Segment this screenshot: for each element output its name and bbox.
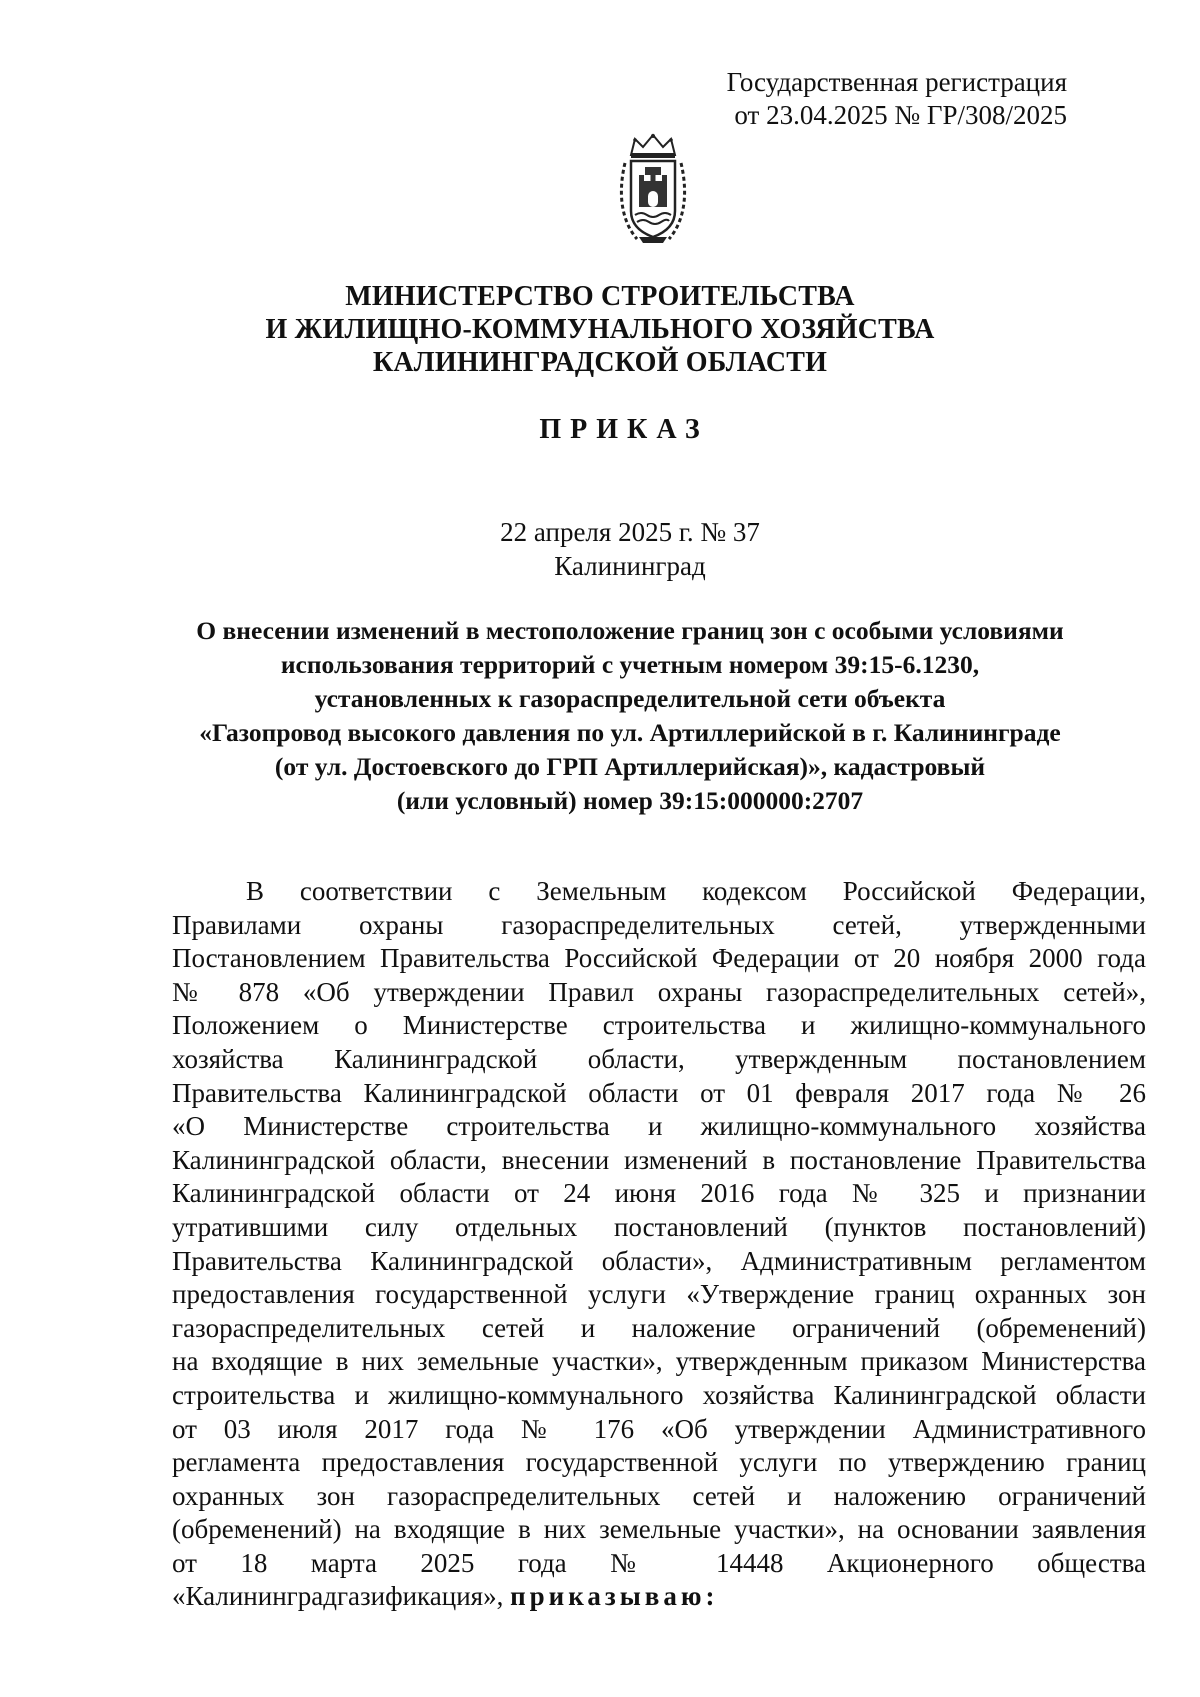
registration-line-1: Государственная регистрация (726, 67, 1067, 97)
body-line: Правительства Калининградской области», Административным регламентом (172, 1245, 1146, 1276)
coat-of-arms-icon (617, 133, 689, 245)
order-title-line: использования территорий с учетным номером 39:15-6.1230, (280, 650, 980, 679)
order-title-line: установленных к газораспределительной сети объекта (314, 684, 946, 713)
body-line: регламента предоставления государственной услуги по утверждению границ (172, 1447, 1146, 1478)
body-line: хозяйства Калининградской области, утвержденным постановлением (172, 1043, 1146, 1074)
body-line: охранных зон газораспределительных сетей и наложению ограничений (172, 1480, 1146, 1511)
body-line: строительства и жилищно-коммунального хозяйства Калининградской области (172, 1379, 1146, 1410)
body-line: Калининградской области от 24 июня 2016 года № 325 и признании (172, 1178, 1146, 1209)
body-line: на входящие в них земельные участки», утвержденным приказом Министерства (172, 1346, 1146, 1377)
body-line: Правительства Калининградской области от 01 февраля 2017 года № 26 (172, 1077, 1146, 1108)
body-line: «О Министерстве строительства и жилищно-коммунального хозяйства (172, 1111, 1146, 1142)
order-body-paragraph (172, 875, 1146, 1614)
body-line: Постановлением Правительства Российской Федерации от 20 ноября 2000 года (172, 943, 1146, 974)
order-title-line: (или условный) номер 39:15:000000:2707 (396, 786, 864, 815)
ministry-line-1: МИНИСТЕРСТВО СТРОИТЕЛЬСТВА (345, 281, 855, 312)
body-line: Калининградской области, внесении изменений в постановление Правительства (172, 1144, 1146, 1175)
body-line: от 03 июля 2017 года № 176 «Об утверждении Административного (172, 1413, 1146, 1444)
date-and-place (0, 515, 1200, 583)
body-line: В соответствии с Земельным кодексом Российской Федерации, (246, 876, 1146, 906)
registration-stamp (727, 66, 1067, 132)
ministry-line-3: КАЛИНИНГРАДСКОЙ ОБЛАСТИ (372, 347, 828, 378)
body-line: (обременений) на входящие в них земельные участки», на основании заявления (172, 1514, 1146, 1545)
ministry-line-2: И ЖИЛИЩНО-КОММУНАЛЬНОГО ХОЗЯЙСТВА (265, 314, 935, 345)
body-line: предоставления государственной услуги «Утверждение границ охранных зон (172, 1279, 1146, 1310)
body-line: Положением о Министерстве строительства и жилищно-коммунального (172, 1010, 1146, 1041)
body-line: утратившими силу отдельных постановлений (пунктов постановлений) (172, 1211, 1146, 1242)
body-line: Правилами охраны газораспределительных сетей, утвержденными (172, 909, 1146, 940)
order-title (0, 614, 1200, 818)
order-place: Калининград (554, 551, 706, 581)
body-line: газораспределительных сетей и наложение ограничений (обременений) (172, 1312, 1146, 1343)
body-last-line (172, 1580, 1146, 1614)
order-date-number: 22 апреля 2025 г. № 37 (500, 517, 760, 547)
order-title-line: «Газопровод высокого давления по ул. Артиллерийской в г. Калининграде (199, 718, 1061, 747)
body-line: от 18 марта 2025 года № 14448 Акционерного общества (172, 1547, 1146, 1578)
body-line: № 878 «Об утверждении Правил охраны газораспределительных сетей», (172, 976, 1146, 1007)
document-type: ПРИКАЗ (539, 414, 709, 445)
applicant-name: «Калининградгазификация», (172, 1581, 504, 1612)
ministry-header (0, 280, 1200, 379)
order-title-line: О внесении изменений в местоположение границ зон с особыми условиями (196, 616, 1064, 645)
registration-line-2: от 23.04.2025 № ГР/308/2025 (734, 100, 1067, 130)
order-directive: приказываю: (510, 1581, 719, 1612)
order-title-line: (от ул. Достоевского до ГРП Артиллерийская)», кадастровый (274, 752, 986, 781)
